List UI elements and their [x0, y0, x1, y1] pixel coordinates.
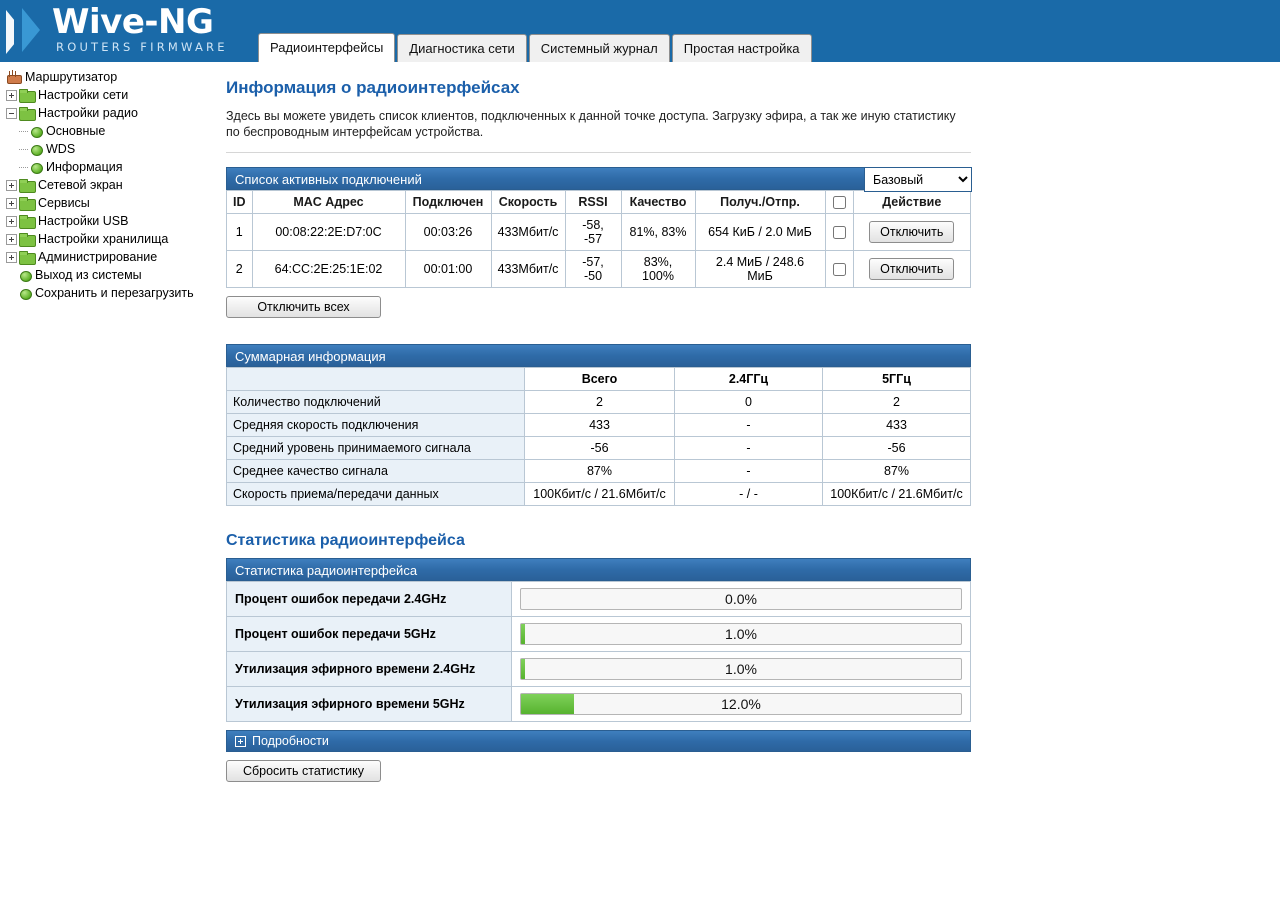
progress-bar-value: 1.0%	[725, 626, 757, 643]
col-24ghz: 2.4ГГц	[675, 368, 823, 391]
stats-section-title: Статистика радиоинтерфейса	[226, 532, 465, 550]
sidebar-item-label: Администрирование	[38, 250, 158, 264]
main-tabs	[258, 33, 814, 62]
bullet-icon	[19, 287, 32, 300]
table-row	[227, 414, 971, 437]
col-speed: Скорость	[491, 191, 565, 214]
sidebar-item-label: Сервисы	[38, 196, 90, 210]
view-mode-select[interactable]	[864, 167, 972, 192]
cell-24ghz: -	[675, 460, 823, 483]
tab-simple-setup[interactable]: Простая настройка	[672, 34, 812, 62]
sidebar-item-label: Настройки USB	[38, 214, 129, 228]
row-checkbox[interactable]	[833, 226, 846, 239]
stat-label: Процент ошибок передачи 2.4GHz	[227, 582, 512, 617]
stat-bar-cell	[512, 652, 971, 687]
row-label: Скорость приема/передачи данных	[227, 483, 525, 506]
active-connections-header	[226, 167, 971, 190]
cell-speed: 433Мбит/с	[491, 251, 565, 288]
disconnect-all-row	[226, 296, 971, 318]
col-rssi: RSSI	[565, 191, 621, 214]
progress-bar	[520, 623, 962, 645]
cell-quality: 83%, 100%	[621, 251, 695, 288]
sidebar-item-label: Выход из системы	[35, 268, 142, 282]
cell-speed: 433Мбит/с	[491, 214, 565, 251]
expand-icon[interactable]	[6, 252, 17, 263]
cell-total: 2	[525, 391, 675, 414]
col-select-all	[825, 191, 853, 214]
bullet-icon	[30, 143, 43, 156]
col-total: Всего	[525, 368, 675, 391]
details-expander-bar[interactable]	[226, 730, 971, 752]
summary-header	[226, 344, 971, 367]
bullet-icon	[30, 125, 43, 138]
logo-subtitle: ROUTERS FIRMWARE	[56, 40, 228, 54]
cell-5ghz: 100Кбит/с / 21.6Мбит/с	[823, 483, 971, 506]
expand-icon[interactable]	[6, 90, 17, 101]
cell-5ghz: 433	[823, 414, 971, 437]
sidebar-item-label: Настройки радио	[38, 106, 138, 120]
folder-icon	[19, 233, 35, 246]
folder-icon	[19, 89, 35, 102]
cell-rssi: -57, -50	[565, 251, 621, 288]
view-mode-select-wrap	[864, 167, 972, 192]
stat-bar-cell	[512, 687, 971, 722]
cell-5ghz: -56	[823, 437, 971, 460]
col-mac: MAC Адрес	[252, 191, 405, 214]
expand-icon[interactable]	[6, 180, 17, 191]
cell-total: 100Кбит/с / 21.6Мбит/с	[525, 483, 675, 506]
details-label: Подробности	[252, 734, 329, 749]
progress-bar-value: 1.0%	[725, 661, 757, 678]
col-id: ID	[227, 191, 253, 214]
app-header	[0, 0, 1280, 62]
bullet-icon	[19, 269, 32, 282]
progress-bar-value: 0.0%	[725, 591, 757, 608]
page-title: Информация о радиоинтерфейсах	[226, 78, 520, 97]
summary-table	[226, 367, 971, 506]
table-row	[227, 582, 971, 617]
tree-line	[19, 149, 28, 150]
table-row	[227, 460, 971, 483]
table-row	[227, 617, 971, 652]
row-label: Количество подключений	[227, 391, 525, 414]
sidebar-item-label: Сохранить и перезагрузить	[35, 286, 194, 300]
page-intro-text: Здесь вы можете увидеть список клиентов, подключенных к данной точке доступа. Загрузку эфира, а так же иную статистику по беспроводным интерфейсам устройства.	[226, 109, 956, 139]
cell-mac: 64:CC:2E:25:1E:02	[252, 251, 405, 288]
table-header-row	[227, 191, 971, 214]
tab-network-diagnostics[interactable]: Диагностика сети	[397, 34, 527, 62]
brand-logo	[0, 0, 260, 62]
cell-5ghz: 87%	[823, 460, 971, 483]
active-connections-table	[226, 190, 971, 288]
expand-icon[interactable]	[6, 198, 17, 209]
sidebar-item-label: Основные	[46, 124, 106, 138]
col-blank	[227, 368, 525, 391]
reset-stats-row	[226, 760, 971, 782]
table-row	[227, 652, 971, 687]
sidebar-item-usb-settings[interactable]	[6, 212, 222, 230]
progress-bar-value: 12.0%	[721, 696, 761, 713]
table-row	[227, 437, 971, 460]
tab-system-log[interactable]: Системный журнал	[529, 34, 670, 62]
sidebar-item-radio-settings[interactable]	[6, 104, 222, 122]
cell-total: -56	[525, 437, 675, 460]
cell-connected: 00:03:26	[405, 214, 491, 251]
cell-id: 2	[227, 251, 253, 288]
col-action: Действие	[853, 191, 971, 214]
tree-line	[19, 131, 28, 132]
logo-mark-icon	[4, 6, 50, 56]
disconnect-all-button[interactable]: Отключить всех	[226, 296, 381, 318]
sidebar-item-logout[interactable]	[6, 266, 222, 284]
folder-icon	[19, 197, 35, 210]
active-connections-panel	[226, 167, 971, 318]
cell-24ghz: -	[675, 414, 823, 437]
progress-bar	[520, 693, 962, 715]
cell-id: 1	[227, 214, 253, 251]
sidebar-item-label: Настройки хранилища	[38, 232, 169, 246]
stat-bar-cell	[512, 582, 971, 617]
table-header-row	[227, 368, 971, 391]
cell-action	[853, 251, 971, 288]
summary-panel	[226, 344, 971, 506]
radio-stats-header	[226, 558, 971, 581]
row-label: Среднее качество сигнала	[227, 460, 525, 483]
cell-connected: 00:01:00	[405, 251, 491, 288]
cell-action	[853, 214, 971, 251]
bullet-icon	[30, 161, 43, 174]
row-label: Средняя скорость подключения	[227, 414, 525, 437]
expand-icon[interactable]	[235, 736, 246, 747]
cell-traffic: 654 КиБ / 2.0 МиБ	[695, 214, 825, 251]
sidebar-item-router[interactable]	[6, 68, 222, 86]
tree-line	[19, 167, 28, 168]
table-row	[227, 214, 971, 251]
sidebar-item-storage-settings[interactable]	[6, 230, 222, 248]
cell-select	[825, 251, 853, 288]
radio-stats-table	[226, 581, 971, 722]
cell-quality: 81%, 83%	[621, 214, 695, 251]
expand-icon[interactable]	[6, 216, 17, 227]
reset-statistics-button[interactable]: Сбросить статистику	[226, 760, 381, 782]
cell-24ghz: -	[675, 437, 823, 460]
sidebar-item-information[interactable]	[6, 158, 222, 176]
sidebar-item-save-reboot[interactable]	[6, 284, 222, 302]
disconnect-button[interactable]: Отключить	[869, 221, 954, 243]
col-connected: Подключен	[405, 191, 491, 214]
router-icon	[6, 70, 22, 84]
folder-icon	[19, 179, 35, 192]
cell-total: 433	[525, 414, 675, 437]
sidebar-item-administration[interactable]	[6, 248, 222, 266]
radio-stats-panel	[226, 558, 971, 782]
radio-stats-title: Статистика радиоинтерфейса	[235, 563, 418, 579]
disconnect-button[interactable]: Отключить	[869, 258, 954, 280]
cell-rssi: -58, -57	[565, 214, 621, 251]
table-row	[227, 483, 971, 506]
cell-traffic: 2.4 МиБ / 248.6 МиБ	[695, 251, 825, 288]
sidebar-item-label: WDS	[46, 142, 76, 156]
sidebar-item-services[interactable]	[6, 194, 222, 212]
stat-label: Утилизация эфирного времени 2.4GHz	[227, 652, 512, 687]
table-row	[227, 391, 971, 414]
tab-radio-interfaces[interactable]: Радиоинтерфейсы	[258, 33, 395, 62]
sidebar-item-network-settings[interactable]	[6, 86, 222, 104]
main-content	[222, 62, 1280, 782]
folder-icon	[19, 215, 35, 228]
expand-icon[interactable]	[6, 234, 17, 245]
table-row	[227, 251, 971, 288]
sidebar-item-label: Информация	[46, 160, 123, 174]
stat-bar-cell	[512, 617, 971, 652]
cell-5ghz: 2	[823, 391, 971, 414]
table-row	[227, 687, 971, 722]
collapse-icon[interactable]	[6, 108, 17, 119]
row-label: Средний уровень принимаемого сигнала	[227, 437, 525, 460]
col-5ghz: 5ГГц	[823, 368, 971, 391]
select-all-checkbox[interactable]	[833, 196, 846, 209]
active-connections-title: Список активных подключений	[235, 172, 422, 187]
summary-title: Суммарная информация	[235, 349, 386, 365]
col-quality: Качество	[621, 191, 695, 214]
sidebar-item-wds[interactable]	[6, 140, 222, 158]
cell-24ghz: 0	[675, 391, 823, 414]
sidebar-item-basic[interactable]	[6, 122, 222, 140]
progress-bar	[520, 588, 962, 610]
cell-total: 87%	[525, 460, 675, 483]
cell-24ghz: - / -	[675, 483, 823, 506]
stat-label: Процент ошибок передачи 5GHz	[227, 617, 512, 652]
folder-icon	[19, 251, 35, 264]
sidebar-item-label: Сетевой экран	[38, 178, 123, 192]
logo-title: Wive-NG	[52, 2, 214, 42]
row-checkbox[interactable]	[833, 263, 846, 276]
stat-label: Утилизация эфирного времени 5GHz	[227, 687, 512, 722]
sidebar-item-label: Маршрутизатор	[25, 70, 118, 84]
folder-open-icon	[19, 107, 35, 120]
progress-bar	[520, 658, 962, 680]
col-traffic: Получ./Отпр.	[695, 191, 825, 214]
sidebar-item-label: Настройки сети	[38, 88, 129, 102]
cell-select	[825, 214, 853, 251]
sidebar-item-firewall[interactable]	[6, 176, 222, 194]
cell-mac: 00:08:22:2E:D7:0C	[252, 214, 405, 251]
divider	[226, 152, 971, 153]
sidebar-tree	[0, 62, 222, 302]
